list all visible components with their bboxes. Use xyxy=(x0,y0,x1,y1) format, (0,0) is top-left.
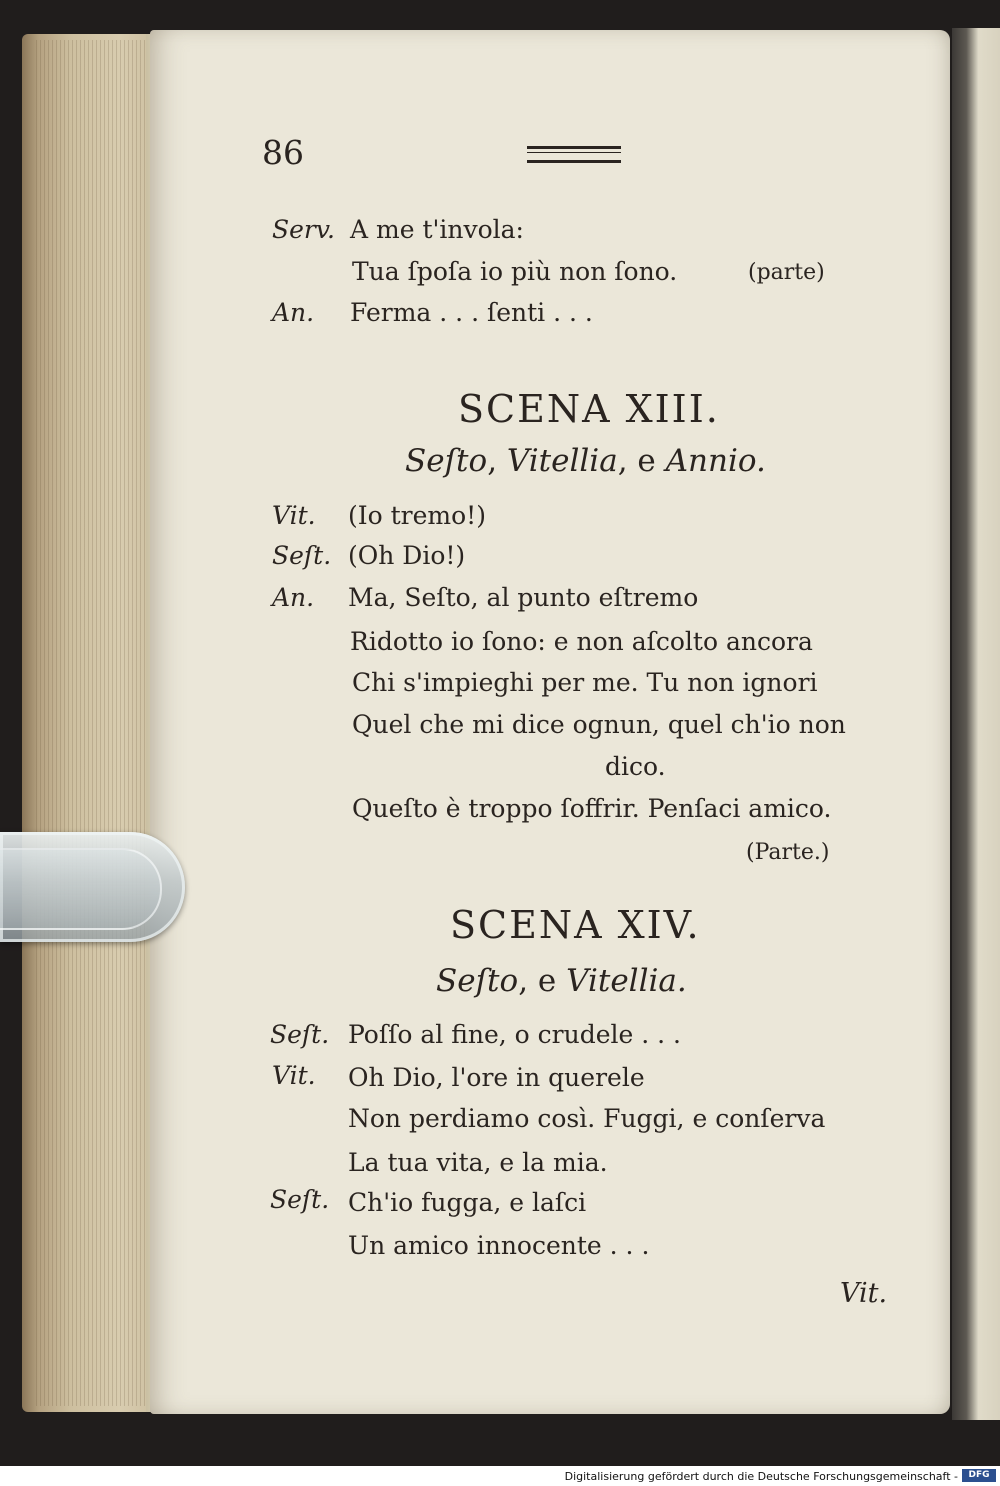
verse-line: Ch'io fugga, e laſci xyxy=(348,1188,587,1217)
right-page-edge xyxy=(952,28,1000,1420)
verse-line: La tua vita, e la mia. xyxy=(348,1148,608,1177)
dfg-logo: DFG xyxy=(962,1469,996,1482)
stage-direction: (Parte.) xyxy=(746,840,830,865)
speaker: Serv. xyxy=(272,215,335,244)
speaker: Seſt. xyxy=(270,1020,330,1049)
scene-heading: SCENA XIV. xyxy=(450,903,701,947)
verse-line: Quel che mi dice ognun, quel ch'io non xyxy=(352,710,846,739)
verse-line: Un amico innocente . . . xyxy=(348,1231,650,1260)
verse-line: Non perdiamo così. Fuggi, e conſerva xyxy=(348,1104,826,1133)
footer-credit: Digitalisierung gefördert durch die Deutsche Forschungsgemeinschaft - xyxy=(564,1470,958,1483)
catchword: Vit. xyxy=(840,1278,888,1309)
verse-line: Chi s'impieghi per me. Tu non ignori xyxy=(352,668,818,697)
speaker: An. xyxy=(272,298,315,327)
glass-clip-inner xyxy=(0,848,162,930)
verse-line: Queſto è troppo ſoffrir. Penſaci amico. xyxy=(352,794,832,823)
verse-line: Ferma . . . ſenti . . . xyxy=(350,298,593,327)
verse-line: (Io tremo!) xyxy=(348,501,486,530)
speaker: Vit. xyxy=(272,1061,316,1090)
page-edges xyxy=(36,40,154,1406)
stage-direction: (parte) xyxy=(748,260,825,285)
speaker: Seſt. xyxy=(272,541,332,570)
speaker: Seſt. xyxy=(270,1185,330,1214)
verse-line: Oh Dio, l'ore in querele xyxy=(348,1063,645,1092)
verse-line: Poſſo al fine, o crudele . . . xyxy=(348,1020,681,1049)
speaker: Vit. xyxy=(272,501,316,530)
verse-line: dico. xyxy=(605,752,666,781)
verse-line: Tua ſpoſa io più non ſono. xyxy=(352,257,678,286)
scene-cast: Seſto, Vitellia, e Annio. xyxy=(405,443,766,479)
header-rule xyxy=(527,146,621,163)
verse-line: Ma, Seſto, al punto eſtremo xyxy=(348,583,699,612)
scene-heading: SCENA XIII. xyxy=(458,387,720,431)
verse-line: (Oh Dio!) xyxy=(348,541,466,570)
scene-cast: Seſto, e Vitellia. xyxy=(436,963,687,999)
speaker: An. xyxy=(272,583,315,612)
verse-line: Ridotto io ſono: e non aſcolto ancora xyxy=(350,627,813,656)
verse-line: A me t'invola: xyxy=(350,215,524,244)
page-number: 86 xyxy=(262,133,304,172)
